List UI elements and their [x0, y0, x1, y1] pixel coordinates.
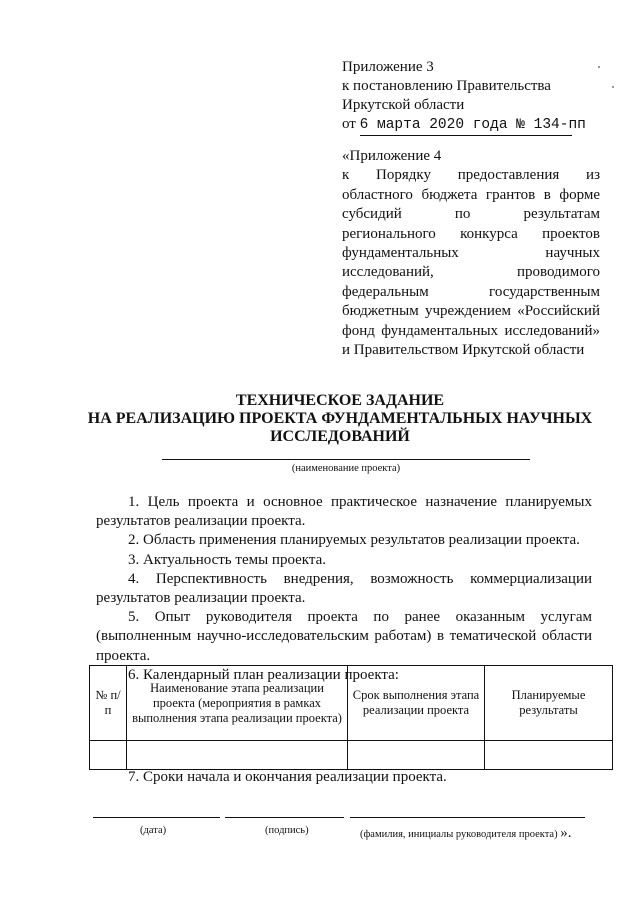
resolution-date-number: 6 марта 2020 года № 134-пп	[360, 116, 572, 136]
header-stage-name: Наименование этапа реализации проекта (мероприятия в рамках выполнения этапа реализации проекта)	[127, 666, 348, 741]
header-deadline: Срок выполнения этапа реализации проекта	[348, 666, 485, 741]
title-line-3: ИССЛЕДОВАНИЙ	[270, 428, 410, 445]
header-results: Планируемые результаты	[485, 666, 613, 741]
scan-speck	[612, 86, 614, 88]
name-line	[350, 817, 585, 818]
appendix-4-line: бюджетным учреждением «Российский	[342, 303, 600, 320]
table-cell	[90, 741, 127, 770]
terms-body	[96, 493, 592, 685]
item-2: 2. Область применения планируемых результатов реализации проекта.	[128, 532, 580, 549]
signature-line	[225, 817, 344, 818]
appendix-3-block	[342, 58, 602, 136]
name-caption	[360, 825, 571, 842]
item-3: 3. Актуальность темы проекта.	[128, 551, 327, 568]
item-6: 6. Календарный план реализации проекта:	[128, 666, 399, 683]
item-7: 7. Сроки начала и окончания реализации проекта.	[128, 769, 447, 785]
table-cell	[127, 741, 348, 770]
project-name-caption: (наименование проекта)	[291, 463, 401, 474]
closing-quote: ».	[560, 825, 572, 841]
appendix-4-line: к Порядку предоставления из	[342, 167, 600, 184]
appendix-3-title: Приложение 3	[342, 59, 434, 75]
calendar-plan-table	[89, 665, 613, 770]
appendix-4-line: федеральным государственным	[342, 283, 600, 300]
name-caption-text: (фамилия, инициалы руководителя проекта)	[360, 829, 558, 840]
appendix-4-line: областного бюджета грантов в форме	[342, 186, 600, 203]
appendix-4-block	[342, 147, 600, 360]
item-1: 1. Цель проекта и основное практическое назначение планируемых результатов реализации проекта.	[96, 494, 592, 530]
appendix-4-line: фонд фундаментальных исследований»	[342, 322, 600, 339]
title-line-1: ТЕХНИЧЕСКОЕ ЗАДАНИЕ	[235, 392, 445, 409]
appendix-4-line: субсидий по результатам	[342, 206, 600, 223]
title-line-2: НА РЕАЛИЗАЦИЮ ПРОЕКТА ФУНДАМЕНТАЛЬНЫХ НАУЧНЫХ	[87, 410, 593, 427]
appendix-3-ref-line: к постановлению Правительства	[342, 78, 551, 94]
date-prefix: от	[342, 116, 356, 132]
appendix-4-line: регионального конкурса проектов	[342, 225, 600, 242]
project-name-line	[162, 459, 530, 460]
appendix-3-date-line	[342, 115, 602, 136]
table-cell	[485, 741, 613, 770]
appendix-4-line: фундаментальных научных	[342, 245, 600, 262]
appendix-4-line: исследований, проводимого	[342, 264, 600, 281]
appendix-4-line: «Приложение 4	[342, 148, 442, 164]
table-header-row	[90, 666, 613, 741]
table-cell	[348, 741, 485, 770]
item-5: 5. Опыт руководителя проекта по ранее оказанным услугам (выполненным научно-исследовательским работам) в тематической области проекта.	[96, 609, 592, 664]
document-title	[80, 392, 600, 446]
table-row	[90, 741, 613, 770]
item-4: 4. Перспективность внедрения, возможность коммерциализации результатов реализации проекта.	[96, 570, 592, 607]
header-number: № п/п	[90, 666, 127, 741]
appendix-3-region-line: Иркутской области	[342, 97, 465, 113]
scan-speck	[598, 66, 600, 68]
date-caption: (дата)	[140, 825, 167, 836]
signature-caption: (подпись)	[265, 825, 309, 836]
appendix-4-line: и Правительством Иркутской области	[342, 342, 585, 359]
date-line	[93, 817, 220, 818]
